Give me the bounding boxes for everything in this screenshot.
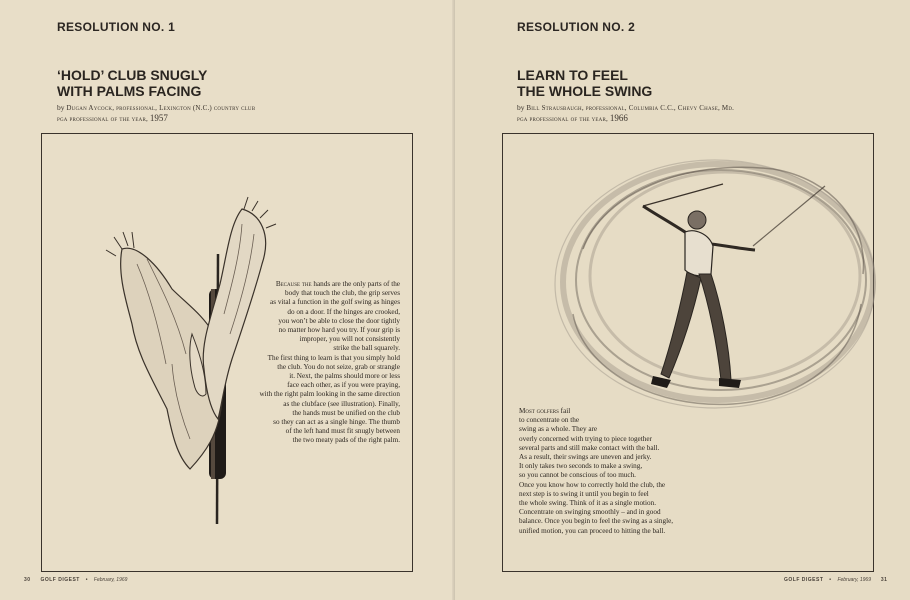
separator-dot: • xyxy=(85,577,88,583)
body-line: as the clubface (see illustration). Finally, xyxy=(283,399,400,408)
headline-line-2: WITH PALMS FACING xyxy=(57,83,202,99)
illustration-frame xyxy=(502,133,874,572)
body-lead-in: Most golfers xyxy=(519,407,559,415)
byline-year: 1957 xyxy=(149,113,168,123)
body-line: so they can act as a single hinge. The thumb xyxy=(273,418,400,427)
byline-title: pga professional of the year, xyxy=(517,115,610,123)
headline-line-2: THE WHOLE SWING xyxy=(517,83,653,99)
byline xyxy=(57,103,255,124)
body-line: face each other, as if you were praying, xyxy=(287,381,400,390)
body-line: to concentrate on the xyxy=(519,416,580,425)
body-line: overly concerned with trying to piece together xyxy=(519,434,652,443)
body-line: the club. You do not seize, grab or strangle xyxy=(277,362,400,371)
article-body xyxy=(519,407,719,536)
article-headline xyxy=(57,67,207,99)
illustration-frame xyxy=(41,133,413,572)
article-body xyxy=(240,280,400,446)
headline-line-1: LEARN TO FEEL xyxy=(517,67,628,83)
page-number: 30 xyxy=(24,577,31,583)
body-line: the whole swing. Think of it as a single motion. xyxy=(519,499,657,508)
body-lead-in: Because the xyxy=(275,280,312,288)
section-label: RESOLUTION NO. 1 xyxy=(57,20,176,34)
body-line: unified motion, you can proceed to hitting the ball. xyxy=(519,526,666,535)
body-line: balance. Once you begin to feel the swing as a single, xyxy=(519,517,674,526)
magazine-name: GOLF DIGEST xyxy=(40,577,80,583)
body-line: Most golfers fail xyxy=(519,407,571,415)
byline-title: pga professional of the year, xyxy=(57,115,150,123)
body-line: it. Next, the palms should more or less xyxy=(289,372,400,381)
byline-author: Bill Strausbaugh, professional, Columbia C.C., Chevy Chase, Md. xyxy=(526,104,735,112)
body-line: It only takes two seconds to make a swing, xyxy=(519,462,643,471)
separator-dot: • xyxy=(829,577,832,583)
body-line: no matter how hard you try. If your grip is xyxy=(278,326,400,335)
body-line: The first thing to learn is that you simply hold xyxy=(267,353,400,362)
page-number: 31 xyxy=(880,577,888,583)
body-line: As a result, their swings are uneven and jerky. xyxy=(519,453,652,462)
body-line: of the left hand must fit snugly between xyxy=(285,427,400,436)
byline-by: by xyxy=(517,103,527,112)
byline-year: 1966 xyxy=(609,113,628,123)
body-line: several parts and still make contact with the ball. xyxy=(519,443,660,452)
byline xyxy=(517,103,734,124)
body-line: Because the hands are the only parts of the xyxy=(275,280,400,288)
body-line: strike the ball squarely. xyxy=(333,344,400,353)
body-line: you won’t be able to close the door tightly xyxy=(278,316,400,325)
body-line: Once you know how to correctly hold the club, the xyxy=(519,480,666,489)
issue-date: February, 1969 xyxy=(837,577,871,583)
body-line: next step is to swing it until you begin to feel xyxy=(519,489,649,498)
section-label: RESOLUTION NO. 2 xyxy=(517,20,636,34)
byline-author: Dugan Aycock, professional, Lexington (N.C.) country club xyxy=(66,104,256,112)
issue-date: February, 1969 xyxy=(93,577,128,583)
magazine-name: GOLF DIGEST xyxy=(784,577,824,583)
body-line: do on a door. If the hinges are crooked, xyxy=(287,307,400,316)
golfer-swing-illustration xyxy=(543,154,873,424)
body-line: improper, you will not consistently xyxy=(299,335,400,344)
body-line: as vital a function in the golf swing as hinges xyxy=(270,298,400,307)
article-headline xyxy=(517,67,652,99)
body-line: the hands must be unified on the club xyxy=(292,408,400,417)
body-line: Concentrate on swinging smoothly – and in good xyxy=(519,508,661,517)
body-line: swing as a whole. They are xyxy=(519,425,598,434)
body-line: the two meaty pads of the right palm. xyxy=(292,436,400,445)
page-folio xyxy=(784,577,887,583)
body-line: with the right palm looking in the same direction xyxy=(259,390,400,399)
body-line: body that touch the club, the grip serves xyxy=(285,289,400,298)
headline-line-1: ‘HOLD’ CLUB SNUGLY xyxy=(57,67,208,83)
body-line: so you cannot be conscious of too much. xyxy=(519,471,636,480)
page-folio xyxy=(24,577,127,583)
byline-by: by xyxy=(57,103,67,112)
